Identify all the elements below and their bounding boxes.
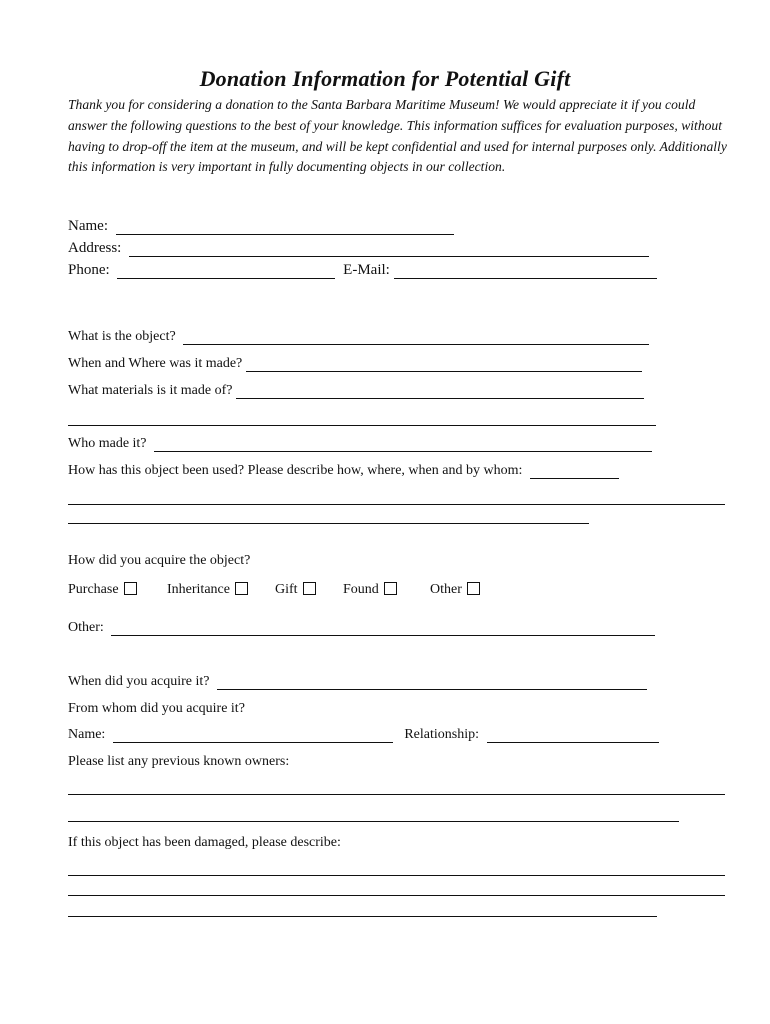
usage-row	[68, 463, 619, 483]
option-purchase-label: Purchase	[68, 582, 119, 597]
when-where-row	[68, 356, 642, 376]
name-label: Name:	[68, 218, 108, 234]
materials-label: What materials is it made of?	[68, 383, 233, 398]
materials-field-line-2[interactable]	[68, 425, 656, 426]
phone-label: Phone:	[68, 262, 110, 278]
intro-paragraph: Thank you for considering a donation to the Santa Barbara Maritime Museum! We would appreciate it if you could answer the following questions to the best of your knowledge. This information suffices for evaluation purposes, without having to drop-off the item at the museum, and will be kept confidential and used for internal purposes only. Additionally this information is very important in fully documenting objects in our collection.	[68, 97, 727, 175]
other-label: Other:	[68, 620, 104, 635]
object-row	[68, 329, 649, 349]
option-purchase[interactable]	[68, 582, 137, 598]
acquire-how-row	[68, 553, 250, 573]
usage-field-line-2[interactable]	[68, 504, 725, 505]
page-title: Donation Information for Potential Gift	[199, 66, 571, 91]
address-row	[68, 240, 649, 260]
who-made-label: Who made it?	[68, 436, 147, 451]
usage-label: How has this object been used? Please describe how, where, when and by whom:	[68, 463, 523, 478]
prev-owner-name-field[interactable]	[113, 728, 393, 743]
address-label: Address:	[68, 240, 122, 256]
acquire-how-label: How did you acquire the object?	[68, 553, 251, 568]
name-field[interactable]	[116, 220, 454, 235]
acquire-when-row	[68, 674, 647, 694]
address-field[interactable]	[129, 242, 649, 257]
who-made-field[interactable]	[154, 437, 652, 452]
materials-field[interactable]	[236, 384, 644, 399]
found-checkbox[interactable]	[384, 582, 397, 595]
option-inheritance[interactable]	[167, 582, 248, 598]
option-inheritance-label: Inheritance	[167, 582, 230, 597]
materials-row	[68, 383, 644, 403]
damage-row	[68, 835, 341, 855]
previous-owners-line-1[interactable]	[68, 794, 725, 795]
gift-checkbox[interactable]	[303, 582, 316, 595]
acquire-when-label: When did you acquire it?	[68, 674, 210, 689]
damage-line-3[interactable]	[68, 916, 657, 917]
option-found-label: Found	[343, 582, 379, 597]
when-where-field[interactable]	[246, 357, 642, 372]
acquire-when-field[interactable]	[217, 675, 647, 690]
other-checkbox[interactable]	[467, 582, 480, 595]
relationship-field[interactable]	[487, 728, 659, 743]
from-whom-row	[68, 701, 245, 721]
phone-email-row	[68, 262, 657, 282]
who-made-row	[68, 436, 652, 456]
from-whom-label: From whom did you acquire it?	[68, 701, 245, 716]
email-field[interactable]	[394, 264, 657, 279]
usage-field[interactable]	[530, 464, 619, 479]
name-row	[68, 218, 454, 238]
damage-line-1[interactable]	[68, 875, 725, 876]
prev-owner-name-label: Name:	[68, 727, 106, 742]
damage-label: If this object has been damaged, please describe:	[68, 835, 341, 850]
usage-field-line-3[interactable]	[68, 523, 589, 524]
inheritance-checkbox[interactable]	[235, 582, 248, 595]
previous-owners-row	[68, 754, 289, 774]
previous-owner-row	[68, 727, 659, 747]
phone-field[interactable]	[117, 264, 335, 279]
email-label: E-Mail:	[343, 262, 390, 278]
purchase-checkbox[interactable]	[124, 582, 137, 595]
relationship-label: Relationship:	[404, 727, 479, 742]
previous-owners-label: Please list any previous known owners:	[68, 754, 290, 769]
option-gift[interactable]	[275, 582, 316, 598]
previous-owners-line-2[interactable]	[68, 821, 679, 822]
option-other-label: Other	[430, 582, 462, 597]
option-found[interactable]	[343, 582, 397, 598]
when-where-label: When and Where was it made?	[68, 356, 243, 371]
damage-line-2[interactable]	[68, 895, 725, 896]
object-label: What is the object?	[68, 329, 176, 344]
option-gift-label: Gift	[275, 582, 298, 597]
object-field[interactable]	[183, 330, 649, 345]
option-other[interactable]	[430, 582, 480, 598]
other-row	[68, 620, 655, 640]
other-field[interactable]	[111, 621, 655, 636]
